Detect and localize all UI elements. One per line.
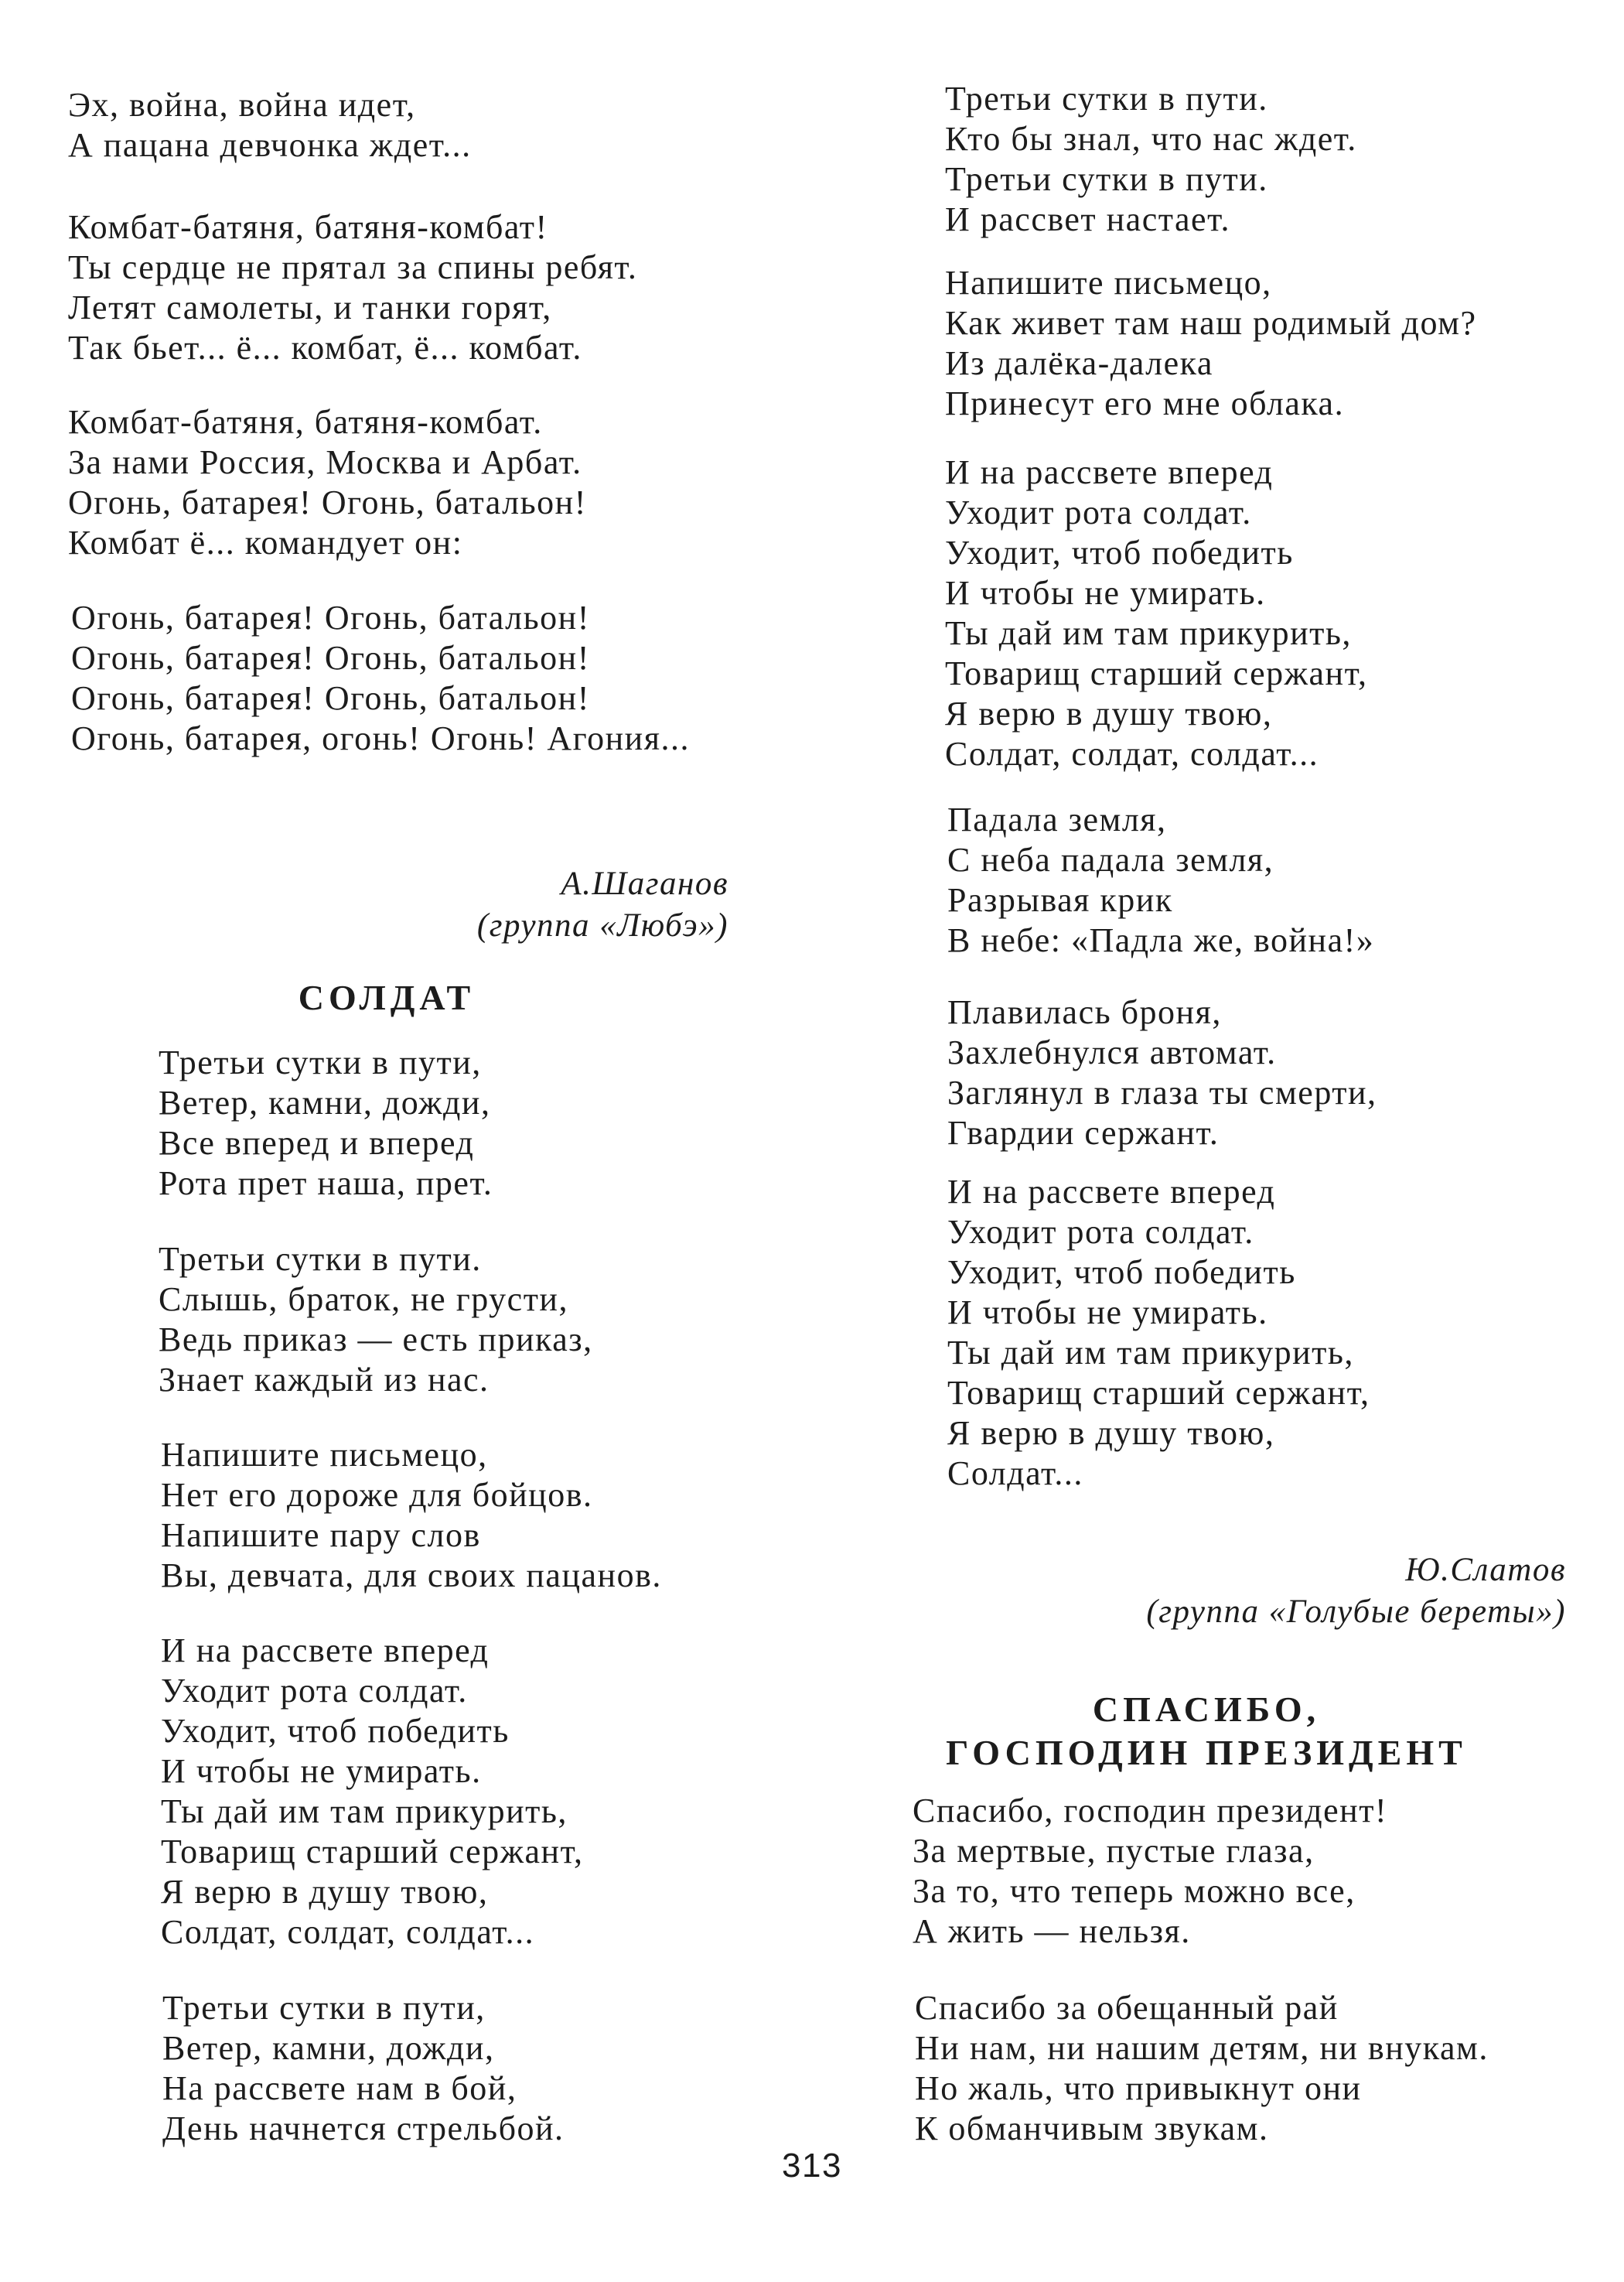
verse-line: И чтобы не умирать. <box>947 1293 1268 1331</box>
verse-line: Солдат, солдат, солдат... <box>945 735 1319 773</box>
verse-line: Кто бы знал, что нас ждет. <box>945 120 1357 158</box>
stanza <box>161 1435 662 1596</box>
verse-line: Уходит, чтоб победить <box>161 1712 510 1750</box>
stanza <box>159 1043 493 1204</box>
author-attribution <box>1025 1549 1566 1633</box>
verse-line: И на рассвете вперед <box>945 453 1274 491</box>
verse-line: Ты дай им там прикурить, <box>947 1334 1354 1372</box>
stanza <box>68 207 637 368</box>
band-name: (группа «Любэ») <box>476 907 728 944</box>
verse-line: Спасибо, господин президент! <box>913 1792 1388 1829</box>
verse-line: Напишите письмецо, <box>161 1436 488 1474</box>
verse-line: Вы, девчата, для своих пацанов. <box>161 1556 662 1594</box>
verse-line: За мертвые, пустые глаза, <box>913 1832 1315 1870</box>
verse-line: Спасибо за обещанный рай <box>915 1989 1339 2027</box>
verse-line: За то, что теперь можно все, <box>913 1872 1356 1910</box>
stanza <box>71 598 690 759</box>
verse-line: И чтобы не умирать. <box>161 1752 482 1790</box>
page-number: 313 <box>782 2147 842 2185</box>
stanza <box>945 263 1477 424</box>
author-name: А.Шаганов <box>561 866 728 902</box>
verse-line: В небе: «Падла же, война!» <box>947 921 1375 959</box>
verse-line: Я верю в душу твою, <box>947 1414 1275 1452</box>
verse-line: Нет его дороже для бойцов. <box>161 1476 593 1514</box>
verse-line: Заглянул в глаза ты смерти, <box>947 1074 1377 1112</box>
verse-line: Товарищ старший сержант, <box>947 1374 1370 1412</box>
verse-line: Солдат... <box>947 1454 1083 1492</box>
verse-line: Третьи сутки в пути, <box>162 1989 486 2027</box>
verse-line: А пацана девчонка ждет... <box>68 126 472 164</box>
song-title-line: ГОСПОДИН ПРЕЗИДЕНТ <box>946 1733 1467 1772</box>
song-title-line: СОЛДАТ <box>298 978 476 1017</box>
verse-line: Ты дай им там прикурить, <box>945 614 1352 652</box>
verse-line: И чтобы не умирать. <box>945 574 1266 612</box>
verse-line: Уходит рота солдат. <box>947 1213 1254 1251</box>
verse-line: Так бьет... ё... комбат, ё... комбат. <box>68 329 582 367</box>
verse-line: Огонь, батарея! Огонь, батальон! <box>71 599 590 637</box>
verse-line: Гвардии сержант. <box>947 1114 1220 1152</box>
verse-line: Третьи сутки в пути, <box>159 1044 482 1081</box>
stanza <box>945 79 1357 240</box>
verse-line: Товарищ старший сержант, <box>945 654 1368 692</box>
verse-line: Огонь, батарея, огонь! Огонь! Агония... <box>71 719 690 757</box>
verse-line: Слышь, браток, не грусти, <box>159 1280 568 1318</box>
verse-line: Разрывая крик <box>947 881 1173 919</box>
stanza <box>947 800 1374 961</box>
stanza <box>913 1791 1387 1952</box>
verse-line: Летят самолеты, и танки горят, <box>68 289 552 326</box>
verse-line: Я верю в душу твою, <box>945 695 1273 733</box>
verse-line: Напишите пару слов <box>161 1516 481 1554</box>
verse-line: Эх, война, война идет, <box>68 86 416 124</box>
verse-line: Уходит рота солдат. <box>161 1672 468 1710</box>
song-title <box>232 976 541 1020</box>
verse-line: Товарищ старший сержант, <box>161 1833 584 1870</box>
song-title <box>913 1688 1500 1775</box>
stanza <box>68 402 587 563</box>
verse-line: На рассвете нам в бой, <box>162 2069 517 2107</box>
verse-line: Огонь, батарея! Огонь, батальон! <box>71 679 590 717</box>
author-attribution <box>187 863 728 947</box>
verse-line: К обманчивым звукам. <box>915 2109 1269 2147</box>
verse-line: Третьи сутки в пути. <box>945 160 1268 198</box>
verse-line: Знает каждый из нас. <box>159 1361 490 1399</box>
verse-line: Принесут его мне облака. <box>945 384 1345 422</box>
verse-line: Из далёка-далека <box>945 344 1213 382</box>
verse-line: И рассвет настает. <box>945 200 1230 238</box>
stanza <box>161 1631 584 1952</box>
song-title-line: СПАСИБО, <box>1092 1689 1321 1729</box>
verse-line: Солдат, солдат, солдат... <box>161 1913 535 1951</box>
verse-line: Огонь, батарея! Огонь, батальон! <box>71 639 590 677</box>
verse-line: За нами Россия, Москва и Арбат. <box>68 443 582 481</box>
stanza <box>68 85 472 166</box>
verse-line: День начнется стрельбой. <box>162 2109 565 2147</box>
verse-line: Я верю в душу твою, <box>161 1873 489 1911</box>
verse-line: Напишите письмецо, <box>945 264 1272 302</box>
verse-line: Ты дай им там прикурить, <box>161 1792 568 1830</box>
stanza <box>947 992 1377 1153</box>
verse-line: Захлебнулся автомат. <box>947 1033 1277 1071</box>
verse-line: Уходит рота солдат. <box>945 494 1252 531</box>
band-name: (группа «Голубые береты») <box>1146 1594 1566 1630</box>
author-name: Ю.Слатов <box>1405 1552 1566 1588</box>
verse-line: С неба падала земля, <box>947 841 1274 879</box>
verse-line: Третьи сутки в пути. <box>159 1240 482 1278</box>
verse-line: Уходит, чтоб победить <box>945 534 1294 572</box>
stanza <box>159 1239 593 1400</box>
verse-line: Плавилась броня, <box>947 993 1222 1031</box>
verse-line: Рота прет наша, прет. <box>159 1164 493 1202</box>
verse-line: Ветер, камни, дожди, <box>162 2029 495 2067</box>
stanza <box>162 1988 565 2149</box>
stanza <box>947 1172 1370 1494</box>
stanza <box>945 453 1368 774</box>
verse-line: Все вперед и вперед <box>159 1124 475 1162</box>
verse-line: Уходит, чтоб победить <box>947 1253 1296 1291</box>
stanza <box>915 1988 1489 2149</box>
verse-line: Падала земля, <box>947 801 1167 839</box>
verse-line: Третьи сутки в пути. <box>945 80 1268 118</box>
verse-line: Ни нам, ни нашим детям, ни внукам. <box>915 2029 1489 2067</box>
verse-line: Комбат ё... командует он: <box>68 524 463 562</box>
verse-line: А жить — нельзя. <box>913 1912 1191 1950</box>
verse-line: И на рассвете вперед <box>947 1173 1276 1211</box>
verse-line: Огонь, батарея! Огонь, батальон! <box>68 483 587 521</box>
verse-line: Ты сердце не прятал за спины ребят. <box>68 248 638 286</box>
verse-line: Ведь приказ — есть приказ, <box>159 1320 593 1358</box>
verse-line: И на рассвете вперед <box>161 1631 490 1669</box>
verse-line: Но жаль, что привыкнут они <box>915 2069 1362 2107</box>
verse-line: Комбат-батяня, батяня-комбат! <box>68 208 548 246</box>
verse-line: Комбат-батяня, батяня-комбат. <box>68 403 543 441</box>
verse-line: Ветер, камни, дожди, <box>159 1084 491 1122</box>
verse-line: Как живет там наш родимый дом? <box>945 304 1477 342</box>
